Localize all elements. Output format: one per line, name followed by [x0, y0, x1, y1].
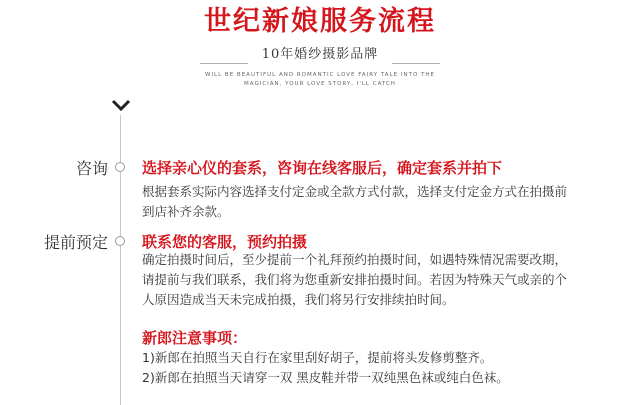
page-title: 世纪新娘服务流程: [204, 6, 436, 37]
tagline-line-2: MAGICIAN, YOUR LOVE STORY, I'LL CATCH: [244, 81, 396, 87]
page-subtitle: 10年婚纱摄影品牌: [261, 47, 379, 62]
body-line: 根据套系实际内容选择支付定金或全款方式付款，选择支付定金方式在拍摄前: [142, 184, 568, 199]
subtitle-divider-right: [392, 63, 440, 64]
body-line: 请提前与我们联系，我们将为您重新安排拍摄时间。若因为特殊天气或亲的个: [142, 272, 568, 287]
notes-heading: 新郎注意事项：: [142, 329, 248, 347]
step-heading-booking: 联系您的客服，预约拍摄: [142, 233, 308, 251]
timeline-line: [120, 115, 121, 405]
chevron-down-icon: [111, 98, 131, 112]
body-line: 到店补齐余款。: [142, 204, 230, 219]
note-item: 2)新郎在拍照当天请穿一双 黑皮鞋并带一双纯黑色袜或纯白色袜。: [142, 370, 509, 385]
step-label-booking: 提前预定: [43, 233, 108, 252]
timeline-node-consult: [115, 162, 125, 172]
timeline-node-booking: [115, 236, 125, 246]
step-body-consult: [142, 182, 622, 222]
step-heading-consult: 选择亲心仪的套系，咨询在线客服后，确定套系并拍下: [142, 159, 503, 177]
step-label-consult: 咨询: [75, 159, 108, 178]
body-line: 人原因造成当天未完成拍摄，我们将另行安排续拍时间。: [142, 292, 455, 307]
note-item: 1)新郎在拍照当天自行在家里刮好胡子，提前将头发修剪整齐。: [142, 350, 493, 365]
body-line: 确定拍摄时间后，至少提前一个礼拜预约拍摄时间，如遇特殊情况需要改期，: [142, 252, 568, 267]
step-body-booking: [142, 250, 622, 310]
subtitle-divider-left: [200, 63, 248, 64]
tagline-line-1: WILL BE BEAUTIFUL AND ROMANTIC LOVE FAIRY TALE INTO THE: [205, 72, 435, 78]
